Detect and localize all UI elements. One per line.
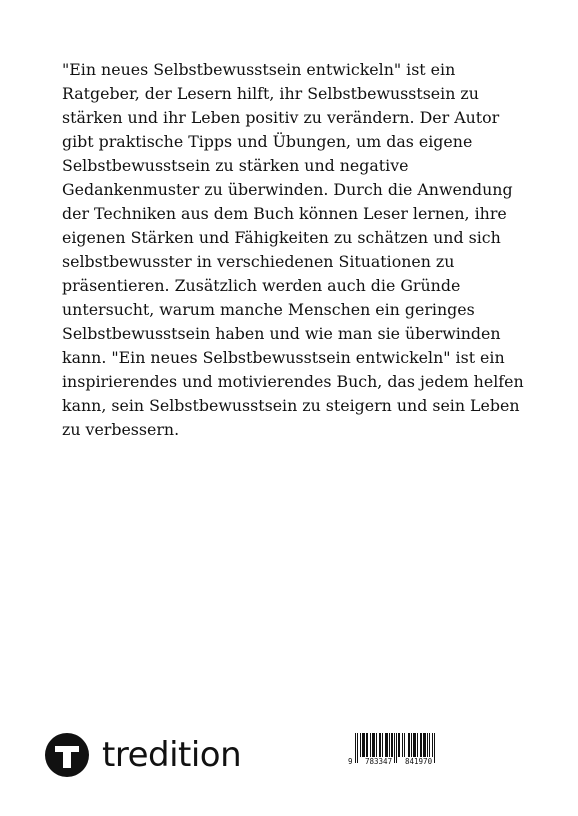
back-cover-blurb: "Ein neues Selbstbewusstsein entwickeln" ist ein Ratgeber, der Lesern hilft, ihr Selbstbewusstsein zu stärken und ihr Leben positiv zu verändern. Der Autor gibt praktische Tipps und Übungen, um das eigene Selbstbewusstsein zu stärken und negative Gedankenmuster zu überwinden. Durch die Anwendung der Techniken aus dem Buch können Leser lernen, ihre eigenen Stärken und Fähigkeiten zu schätzen und sich selbstbewusster in verschiedenen Situationen zu präsentieren. Zusätzlich werden auch die Gründe untersucht, warum manche Menschen ein geringes Selbstbewusstsein haben und wie man sie überwinden kann. "Ein neues Selbstbewusstsein entwickeln" ist ein inspirierendes und motivierendes Buch, das jedem helfen kann, sein Selbstbewusstsein zu steigern und sein Leben zu verbessern. <box>62 60 524 439</box>
barcode-bars <box>347 733 451 767</box>
tredition-logo-icon <box>45 733 89 777</box>
barcode-digit-first: 9 <box>348 757 353 766</box>
isbn-barcode <box>347 733 451 771</box>
barcode-digits-left: 783347 <box>365 757 393 766</box>
publisher-logo <box>45 733 241 777</box>
barcode-digits-right: 841970 <box>405 757 433 766</box>
publisher-name: tredition <box>102 735 242 775</box>
